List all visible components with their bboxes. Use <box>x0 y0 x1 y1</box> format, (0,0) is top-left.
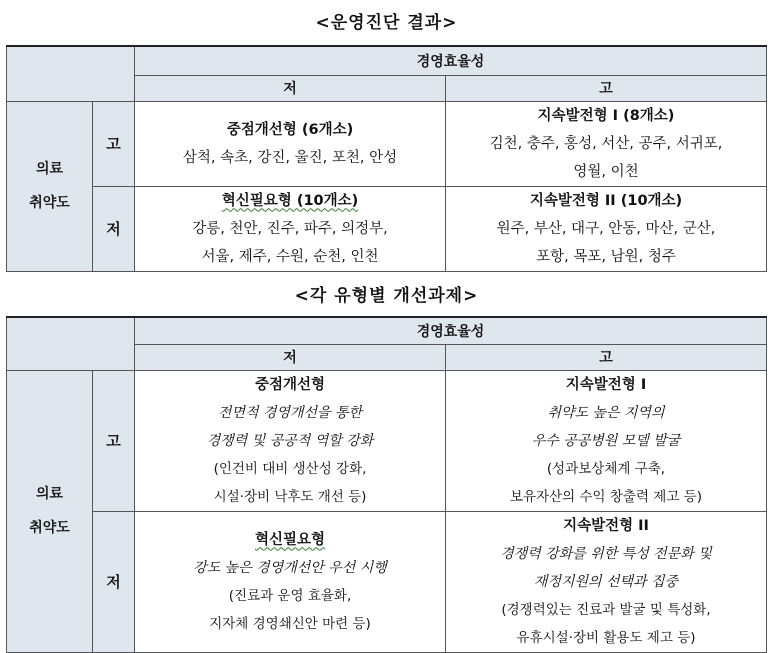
task-sustainable-1 <box>446 370 767 511</box>
cell-title: 중점개선형 (6개소) <box>226 121 354 138</box>
cell-goal-line: 취약도 높은 지역의 <box>547 404 665 421</box>
results-title: <운영진단 결과> <box>315 13 458 33</box>
cell-list-line: 원주, 부산, 대구, 안동, 마산, 군산, <box>496 220 716 237</box>
cell-goal-line: 경쟁력 강화를 위한 특성 전문화 및 <box>500 545 712 562</box>
task-innovation-needed <box>135 511 446 652</box>
cell-note-line: 보유자산의 수익 창출력 제고 등) <box>510 488 702 505</box>
cell-note-line: 지자체 경영쇄신안 마련 등) <box>209 615 371 632</box>
efficiency-header: 경영효율성 <box>135 46 767 75</box>
results-table <box>6 45 767 272</box>
task-focus-improvement <box>135 370 446 511</box>
cell-note-line: (경쟁력있는 진료과 발굴 및 특성화, <box>501 601 711 618</box>
cell-goal-line: 경쟁력 및 공공적 역할 강화 <box>206 432 374 449</box>
cell-note-line: (진료과 운영 효율화, <box>228 587 352 604</box>
cell-title <box>135 187 445 215</box>
cell-list-line: 포항, 목포, 남원, 청주 <box>536 248 676 265</box>
cell-sustainable-2 <box>446 186 767 271</box>
cell-goal-line: 강도 높은 경영개선안 우선 시행 <box>193 559 387 576</box>
cell-list-line: 삼척, 속초, 강진, 울진, 포천, 안성 <box>182 149 398 166</box>
vulnerability-header-line1: 의료 <box>35 486 64 502</box>
efficiency-low-header: 저 <box>135 344 446 370</box>
cell-title-text: 혁신필요형 (10개소) <box>221 192 359 209</box>
cell-title-text: 혁신필요형 <box>254 531 326 548</box>
cell-note-line: (인건비 대비 생산성 강화, <box>213 460 367 477</box>
vulnerability-low-label: 저 <box>93 186 135 271</box>
cell-note-line: (성과보상체계 구축, <box>546 460 666 477</box>
cell-list-line: 영월, 이천 <box>573 163 639 180</box>
efficiency-header: 경영효율성 <box>135 317 767 344</box>
vulnerability-header-line1: 의료 <box>35 161 64 177</box>
cell-title: 중점개선형 <box>254 376 326 393</box>
cell-goal-line: 전면적 경영개선을 통한 <box>217 404 363 421</box>
vulnerability-header-line2: 취약도 <box>29 195 70 211</box>
cell-list-line: 강릉, 천안, 진주, 파주, 의정부, <box>192 220 388 237</box>
cell-goal-line: 우수 공공병원 모델 발굴 <box>531 432 681 449</box>
tasks-title: <각 유형별 개선과제> <box>294 286 479 306</box>
cell-sustainable-1 <box>446 101 767 186</box>
cell-goal-line: 재정지원의 선택과 집중 <box>533 573 679 590</box>
efficiency-high-header: 고 <box>446 344 767 370</box>
vulnerability-header <box>7 101 93 271</box>
cell-title: 지속발전형 I <box>565 376 647 393</box>
efficiency-low-header: 저 <box>135 75 446 101</box>
cell-title <box>135 526 445 554</box>
corner-cell <box>7 317 135 370</box>
cell-list-line: 김천, 충주, 홍성, 서산, 공주, 서귀포, <box>489 135 723 152</box>
efficiency-high-header: 고 <box>446 75 767 101</box>
cell-title: 지속발전형 I (8개소) <box>537 107 675 124</box>
vulnerability-header-line2: 취약도 <box>29 520 70 536</box>
cell-list-line: 서울, 제주, 수원, 순천, 인천 <box>201 248 379 265</box>
cell-title: 지속발전형 II <box>563 517 649 534</box>
cell-note-line: 유휴시설·장비 활용도 제고 등) <box>516 629 696 646</box>
cell-title: 지속발전형 II (10개소) <box>529 192 683 209</box>
corner-cell <box>7 46 135 101</box>
vulnerability-low-label: 저 <box>93 511 135 652</box>
cell-focus-improvement <box>135 101 446 186</box>
cell-innovation-needed <box>135 186 446 271</box>
vulnerability-high-label: 고 <box>93 101 135 186</box>
cell-note-line: 시설·장비 낙후도 개선 등) <box>213 488 367 505</box>
task-sustainable-2 <box>446 511 767 652</box>
vulnerability-header <box>7 370 93 652</box>
vulnerability-high-label: 고 <box>93 370 135 511</box>
tasks-table <box>6 316 767 653</box>
